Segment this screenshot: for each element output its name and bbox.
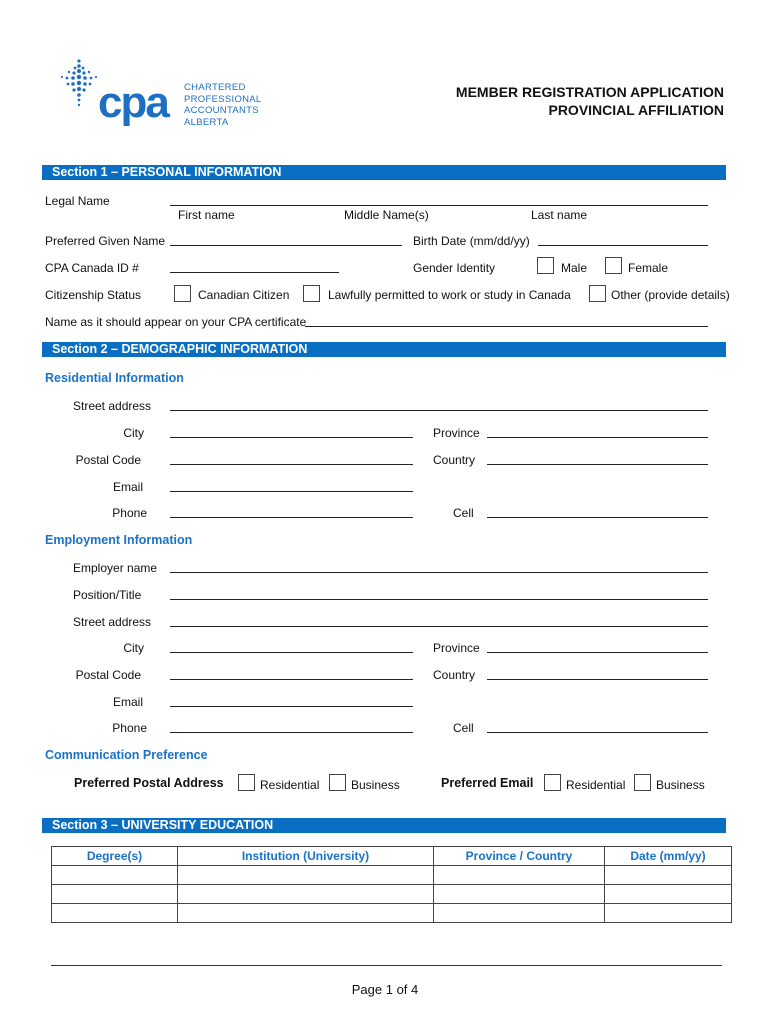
institution-cell[interactable] (178, 866, 434, 885)
middle-name-label: Middle Name(s) (344, 208, 429, 222)
emp-postal-code-label: Postal Code (75, 668, 141, 682)
birth-date-label: Birth Date (mm/dd/yy) (413, 234, 530, 248)
logo-line-3: ACCOUNTANTS (184, 105, 259, 116)
postal-business-label: Business (351, 778, 400, 792)
logo-line-1: CHARTERED (184, 82, 246, 93)
degree-cell[interactable] (52, 866, 178, 885)
section-1-header: Section 1 – PERSONAL INFORMATION (42, 165, 726, 180)
male-checkbox[interactable] (537, 257, 554, 274)
preferred-postal-address-label: Preferred Postal Address (74, 776, 224, 790)
emp-country-label: Country (433, 668, 476, 682)
emp-email-label: Email (112, 695, 143, 709)
preferred-given-name-field[interactable] (170, 245, 402, 246)
position-title-label: Position/Title (73, 588, 142, 602)
education-table (51, 846, 732, 923)
preferred-given-name-label: Preferred Given Name (45, 234, 166, 248)
res-phone-label: Phone (112, 506, 147, 520)
institution-column-header: Institution (University) (178, 847, 434, 866)
education-table-header (52, 847, 732, 866)
date-cell[interactable] (605, 885, 732, 904)
res-postal-code-label: Postal Code (75, 453, 141, 467)
cpa-canada-id-label: CPA Canada ID # (45, 261, 139, 275)
province-country-cell[interactable] (434, 904, 605, 923)
cpa-canada-id-field[interactable] (170, 272, 339, 273)
emp-postal-code-field[interactable] (170, 679, 413, 680)
logo-text (184, 82, 262, 128)
other-citizenship-checkbox[interactable] (589, 285, 606, 302)
institution-cell[interactable] (178, 885, 434, 904)
res-street-label: Street address (73, 399, 152, 413)
section-2-header: Section 2 – DEMOGRAPHIC INFORMATION (42, 342, 726, 357)
emp-city-label: City (123, 641, 144, 655)
emp-phone-field[interactable] (170, 732, 413, 733)
legal-name-label: Legal Name (45, 194, 110, 208)
employment-info-heading: Employment Information (45, 533, 193, 547)
residential-info-heading: Residential Information (45, 371, 184, 385)
communication-preference-heading: Communication Preference (45, 748, 208, 762)
province-country-cell[interactable] (434, 866, 605, 885)
certificate-name-field[interactable] (305, 326, 708, 327)
section-3-header: Section 3 – UNIVERSITY EDUCATION (42, 818, 726, 833)
res-email-field[interactable] (170, 491, 413, 492)
form-title-line-1: MEMBER REGISTRATION APPLICATION (455, 84, 724, 100)
maple-leaf-dots-icon (58, 58, 100, 108)
email-residential-checkbox[interactable] (544, 774, 561, 791)
res-phone-field[interactable] (170, 517, 413, 518)
female-label: Female (628, 261, 669, 275)
logo-line-2: PROFESSIONAL (184, 93, 262, 105)
res-city-field[interactable] (170, 437, 413, 438)
res-province-field[interactable] (487, 437, 708, 438)
position-title-field[interactable] (170, 599, 708, 600)
emp-province-label: Province (433, 641, 480, 655)
emp-street-field[interactable] (170, 626, 708, 627)
degree-cell[interactable] (52, 904, 178, 923)
employer-name-label: Employer name (73, 561, 158, 575)
res-street-field[interactable] (170, 410, 708, 411)
other-citizenship-label: Other (provide details) (611, 288, 730, 302)
date-column-header: Date (mm/yy) (605, 847, 732, 866)
legal-name-field[interactable] (170, 205, 708, 206)
logo-wordmark: cpa (98, 78, 168, 127)
logo-line-4: ALBERTA (184, 116, 229, 128)
form-title (456, 83, 724, 119)
degree-column-header: Degree(s) (52, 847, 178, 866)
emp-email-field[interactable] (170, 706, 413, 707)
postal-residential-label: Residential (260, 778, 320, 792)
emp-country-field[interactable] (487, 679, 708, 680)
lawfully-permitted-label: Lawfully permitted to work or study in Canada (328, 288, 571, 302)
table-row (52, 866, 732, 885)
table-row (52, 904, 732, 923)
table-row (52, 885, 732, 904)
res-country-label: Country (433, 453, 476, 467)
citizenship-status-label: Citizenship Status (45, 288, 142, 302)
lawfully-permitted-checkbox[interactable] (303, 285, 320, 302)
birth-date-field[interactable] (538, 245, 708, 246)
email-residential-label: Residential (566, 778, 626, 792)
postal-business-checkbox[interactable] (329, 774, 346, 791)
emp-cell-field[interactable] (487, 732, 708, 733)
email-business-label: Business (656, 778, 705, 792)
footer-divider (51, 965, 722, 966)
province-country-cell[interactable] (434, 885, 605, 904)
province-country-column-header: Province / Country (434, 847, 605, 866)
res-cell-field[interactable] (487, 517, 708, 518)
date-cell[interactable] (605, 904, 732, 923)
page-number: Page 1 of 4 (351, 982, 419, 997)
gender-identity-label: Gender Identity (413, 261, 496, 275)
canadian-citizen-label: Canadian Citizen (198, 288, 290, 302)
employer-name-field[interactable] (170, 572, 708, 573)
first-name-label: First name (178, 208, 235, 222)
female-checkbox[interactable] (605, 257, 622, 274)
degree-cell[interactable] (52, 885, 178, 904)
res-city-label: City (123, 426, 144, 440)
form-title-line-2: PROVINCIAL AFFILIATION (548, 102, 724, 118)
emp-cell-label: Cell (453, 721, 474, 735)
certificate-name-label: Name as it should appear on your CPA certificate (45, 315, 307, 329)
preferred-email-label: Preferred Email (441, 776, 534, 790)
canadian-citizen-checkbox[interactable] (174, 285, 191, 302)
emp-street-label: Street address (73, 615, 152, 629)
emp-phone-label: Phone (112, 721, 147, 735)
email-business-checkbox[interactable] (634, 774, 651, 791)
res-postal-code-field[interactable] (170, 464, 413, 465)
male-label: Male (561, 261, 588, 275)
emp-city-field[interactable] (170, 652, 413, 653)
postal-residential-checkbox[interactable] (238, 774, 255, 791)
emp-province-field[interactable] (487, 652, 708, 653)
last-name-label: Last name (531, 208, 588, 222)
date-cell[interactable] (605, 866, 732, 885)
res-province-label: Province (433, 426, 480, 440)
res-cell-label: Cell (453, 506, 474, 520)
res-email-label: Email (112, 480, 143, 494)
res-country-field[interactable] (487, 464, 708, 465)
institution-cell[interactable] (178, 904, 434, 923)
